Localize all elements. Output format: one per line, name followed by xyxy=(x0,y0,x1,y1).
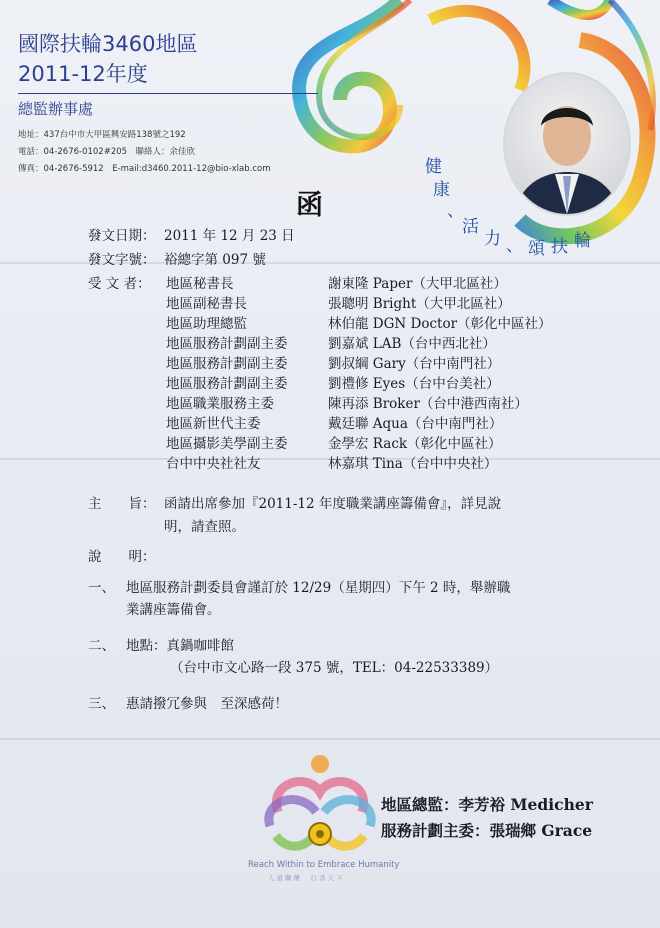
document-type: 函 xyxy=(296,190,323,221)
recipient-person: 林嘉琪 Tina（台中中央社） xyxy=(328,456,498,472)
slogan-char: 活 xyxy=(462,217,479,237)
recipient-role: 地區攝影美學副主委 xyxy=(166,436,288,452)
slogan-char: 頌 xyxy=(528,239,545,259)
item-number: 二、 xyxy=(88,638,115,654)
slogan-char: 力 xyxy=(484,229,501,249)
slogan-char: 健 xyxy=(425,157,442,177)
slogan-char: 康 xyxy=(433,180,450,200)
recipient-person: 劉嘉斌 LAB（台中西北社） xyxy=(328,336,496,352)
recipient-person: 金學宏 Rack（彰化中區社） xyxy=(328,436,502,452)
ref-value: 裕總字第 097 號 xyxy=(164,252,266,268)
office-name: 總監辦事處 xyxy=(18,100,94,118)
recipient-person: 劉叔綱 Gary（台中南門社） xyxy=(328,356,501,372)
recipient-role: 地區職業服務主委 xyxy=(166,396,274,412)
subject-line: 函請出席參加『2011-12 年度職業講座籌備會』，詳見說 xyxy=(164,496,502,512)
chair-signature: 服務計劃主委：張瑞鄉 Grace xyxy=(381,821,593,840)
recipient-role: 地區服務計劃副主委 xyxy=(166,376,288,392)
recipient-role: 地區副秘書長 xyxy=(166,296,247,312)
district-title: 國際扶輪3460地區 xyxy=(18,32,198,56)
item-line: 惠請撥冗參與 至深感荷！ xyxy=(126,696,288,712)
slogan-char: 輪 xyxy=(574,231,591,251)
item-number: 一、 xyxy=(88,580,115,596)
recipient-person: 謝東隆 Paper（大甲北區社） xyxy=(328,276,507,292)
item-number: 三、 xyxy=(88,696,115,712)
subject-label: 主 旨： xyxy=(88,496,156,512)
explanation-label: 說 明： xyxy=(88,549,156,565)
governor-photo xyxy=(503,72,631,216)
item-line: 地區服務計劃委員會謹訂於 12/29（星期四）下午 2 時，舉辦職 xyxy=(126,580,511,596)
logo-tagline: Reach Within to Embrace Humanity xyxy=(248,860,400,870)
recipient-role: 地區服務計劃副主委 xyxy=(166,336,288,352)
recipients-label: 受 文 者： xyxy=(88,276,151,292)
recipient-role: 地區新世代主委 xyxy=(166,416,261,432)
ref-label: 發文字號： xyxy=(88,252,156,268)
item-line: 地點：真鍋咖啡館 xyxy=(126,638,234,654)
item-line: 業講座籌備會。 xyxy=(126,602,221,618)
recipient-role: 地區秘書長 xyxy=(166,276,234,292)
slogan-char: 、 xyxy=(447,201,464,221)
year-title: 2011-12年度 xyxy=(18,62,148,86)
recipient-person: 張聰明 Bright（大甲北區社） xyxy=(328,296,511,312)
recipient-role: 地區助理總監 xyxy=(166,316,247,332)
date-value: 2011 年 12 月 23 日 xyxy=(164,228,295,244)
slogan-char: 、 xyxy=(506,236,523,256)
subject-line: 明，請查照。 xyxy=(164,519,245,535)
fax-email: 傳真：04-2676-5912 E-mail:d3460.2011-12@bio-xlab.com xyxy=(18,164,271,174)
address: 地址：437台中市大甲區興安路138號之192 xyxy=(18,130,186,140)
recipient-role: 地區服務計劃副主委 xyxy=(166,356,288,372)
slogan-char: 扶 xyxy=(551,237,568,257)
date-label: 發文日期： xyxy=(88,228,156,244)
paper-fold xyxy=(0,738,660,740)
item-line: （台中市文心路一段 375 號，TEL：04-22533389） xyxy=(170,660,499,676)
recipient-role: 台中中央社社友 xyxy=(166,456,261,472)
recipient-person: 陳再添 Broker（台中港西南社） xyxy=(328,396,528,412)
header-divider xyxy=(18,93,318,94)
phone: 電話：04-2676-0102#205 聯絡人：余佳欣 xyxy=(18,147,196,157)
recipient-person: 劉禮修 Eyes（台中台美社） xyxy=(328,376,500,392)
recipient-person: 戴廷聯 Aqua（台中南門社） xyxy=(328,416,503,432)
recipient-person: 林伯龍 DGN Doctor（彰化中區社） xyxy=(328,316,552,332)
governor-signature: 地區總監：李芳裕 Medicher xyxy=(381,795,593,814)
logo-tagline-chinese: 人道關懷 行善天下 xyxy=(268,874,345,882)
rotary-logo-graphic xyxy=(258,752,382,860)
